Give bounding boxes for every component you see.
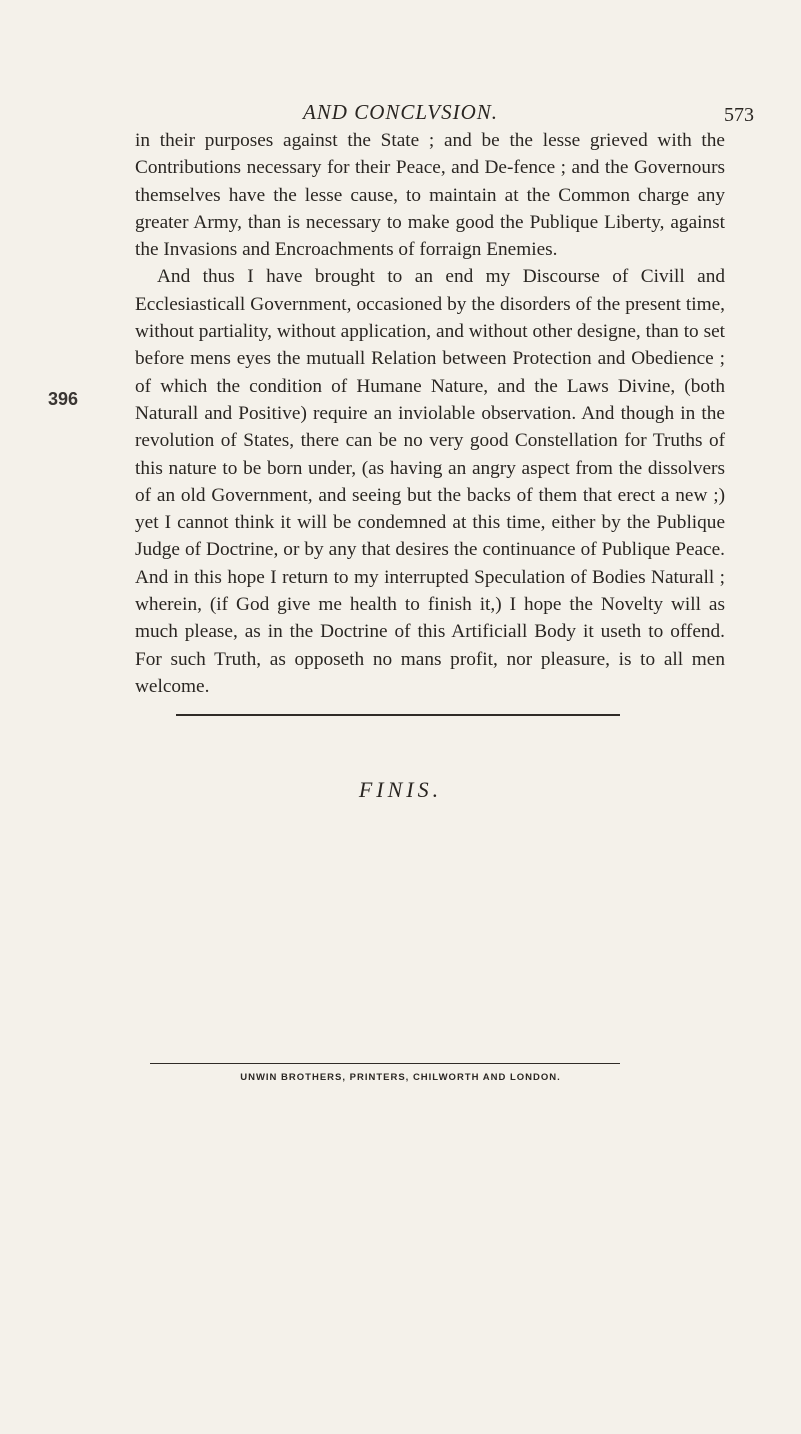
body-text bbox=[135, 127, 725, 700]
paragraph-continuation: in their purposes against the State ; and be the lesse grieved with the Contributions necessary for their Peace, and De-fence ; and the Governours themselves have the lesse cause, to maintain at the Common charge any greater Army, than is necessary to make good the Publique Liberty, against the Invasions and Encroachments of forraign Enemies. bbox=[135, 130, 725, 261]
imprint-divider bbox=[150, 1063, 620, 1064]
page-number: 573 bbox=[724, 104, 754, 126]
finis-heading: FINIS. bbox=[358, 777, 443, 802]
printer-imprint: UNWIN BROTHERS, PRINTERS, CHILWORTH AND LONDON. bbox=[240, 1072, 561, 1083]
running-head: AND CONCLVSION. bbox=[302, 100, 499, 124]
section-divider bbox=[176, 714, 620, 716]
paragraph-conclusion: And thus I have brought to an end my Discourse of Civill and Ecclesiasticall Government, occasioned by the disorders of the present time, without partiality, without application, and without other designe, than to set before mens eyes the mutuall Relation between Protection and Obedience ; of which the condition of Humane Nature, and the Laws Divine, (both Naturall and Positive) require an inviolable observation. And though in the revolution of States, there can be no very good Constellation for Truths of this nature to be born under, (as having an angry aspect from the dissolvers of an old Government, and seeing but the backs of them that erect a new ;) yet I cannot think it will be condemned at this time, either by the Publique Judge of Doctrine, or by any that desires the continuance of Publique Peace. And in this hope I return to my interrupted Speculation of Bodies Naturall ; wherein, (if God give me health to finish it,) I hope the Novelty will as much please, as in the Doctrine of this Artificiall Body it useth to offend. For such Truth, as opposeth no mans profit, nor pleasure, is to all men welcome. bbox=[135, 266, 725, 697]
margin-page-reference: 396 bbox=[48, 389, 79, 409]
